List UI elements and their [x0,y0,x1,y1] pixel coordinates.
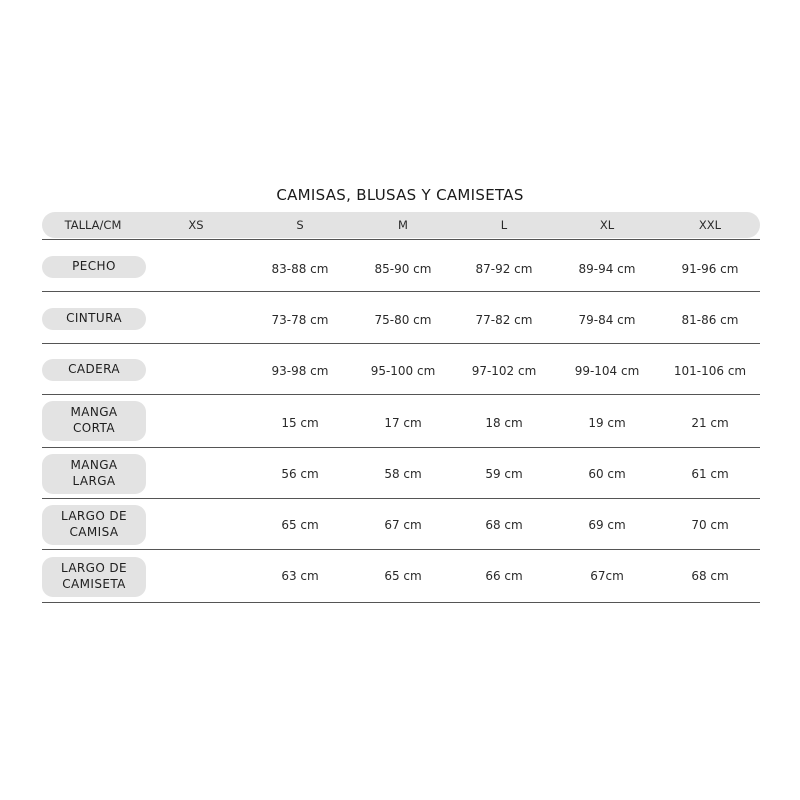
cell-m: 75-80 cm [374,313,432,327]
row-label: CADERA [42,359,146,381]
cell-m: 67 cm [384,518,422,532]
header-xxl: XXL [698,218,722,232]
cell-s: 83-88 cm [271,262,329,276]
cell-s: 73-78 cm [271,313,329,327]
header-xl: XL [599,218,615,232]
cell-m: 65 cm [384,569,422,583]
cell-xl: 60 cm [588,467,626,481]
cell-s: 93-98 cm [271,364,329,378]
row-label: CINTURA [42,308,146,330]
header-talla: TALLA/CM [64,218,122,232]
table-row-manga-larga [42,448,760,499]
row-label: MANGA CORTA [42,401,146,441]
cell-m: 58 cm [384,467,422,481]
cell-xxl: 81-86 cm [681,313,739,327]
table-row-cadera [42,344,760,395]
cell-xl: 67cm [590,569,624,583]
table-row-manga-corta [42,395,760,448]
header-xs: XS [188,218,204,232]
cell-xl: 89-94 cm [578,262,636,276]
cell-l: 68 cm [485,518,523,532]
cell-s: 65 cm [281,518,319,532]
cell-s: 56 cm [281,467,319,481]
cell-l: 18 cm [485,416,523,430]
cell-xl: 99-104 cm [574,364,640,378]
table-row-pecho [42,240,760,292]
row-divider [42,602,760,603]
cell-l: 59 cm [485,467,523,481]
cell-xxl: 91-96 cm [681,262,739,276]
cell-m: 95-100 cm [370,364,436,378]
cell-l: 66 cm [485,569,523,583]
row-label: LARGO DE CAMISETA [42,557,146,597]
cell-xxl: 70 cm [691,518,729,532]
table-row-largo-camiseta [42,550,760,603]
cell-xxl: 68 cm [691,569,729,583]
table-header [42,212,760,238]
cell-m: 85-90 cm [374,262,432,276]
cell-m: 17 cm [384,416,422,430]
cell-l: 77-82 cm [475,313,533,327]
row-label: LARGO DE CAMISA [42,505,146,545]
cell-xxl: 61 cm [691,467,729,481]
row-label: PECHO [42,256,146,278]
cell-xl: 79-84 cm [578,313,636,327]
cell-xxl: 101-106 cm [673,364,747,378]
header-s: S [296,218,304,232]
table-title: CAMISAS, BLUSAS Y CAMISETAS [276,186,524,204]
table-row-cintura [42,292,760,344]
cell-s: 63 cm [281,569,319,583]
cell-s: 15 cm [281,416,319,430]
table-row-largo-camisa [42,499,760,550]
header-m: M [398,218,408,232]
cell-l: 87-92 cm [475,262,533,276]
cell-l: 97-102 cm [471,364,537,378]
cell-xl: 19 cm [588,416,626,430]
header-l: L [500,218,508,232]
cell-xxl: 21 cm [691,416,729,430]
cell-xl: 69 cm [588,518,626,532]
row-label: MANGA LARGA [42,454,146,494]
